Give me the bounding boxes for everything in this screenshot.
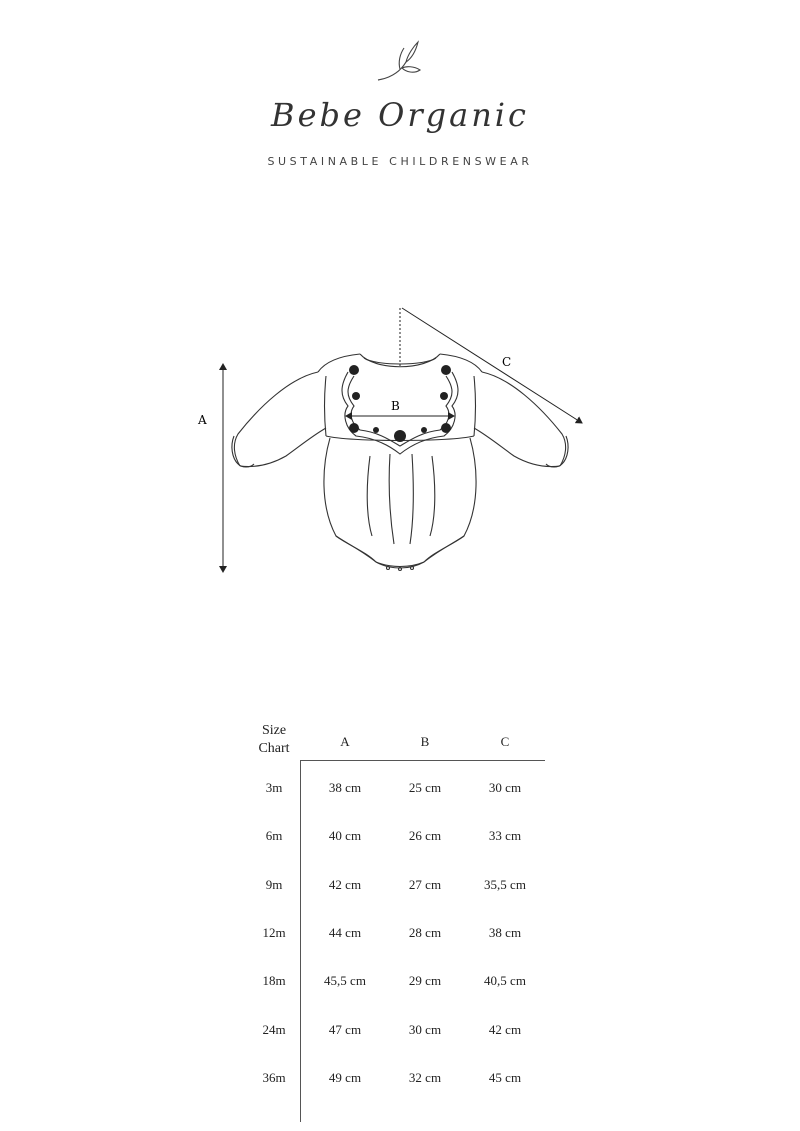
size-label-cell: 12m xyxy=(262,924,286,940)
header-divider xyxy=(300,760,545,761)
measurement-cell-a: 40 cm xyxy=(328,828,362,844)
size-label-cell: 24m xyxy=(262,1021,286,1037)
brand-name: Bebe Organic xyxy=(271,96,529,134)
measurement-cell-b: 25 cm xyxy=(408,780,442,795)
romper-outline xyxy=(232,354,568,571)
column-header-a: A xyxy=(340,734,350,749)
size-label-cell: 18m xyxy=(262,973,286,989)
measurement-cell-a: 44 cm xyxy=(328,924,362,940)
measurement-cell-c: 40,5 cm xyxy=(484,973,526,989)
leaf-logo-icon xyxy=(370,36,430,86)
romper-diagram xyxy=(190,296,610,586)
measurement-cell-a: 42 cm xyxy=(328,876,362,892)
measurement-cell-a: 47 cm xyxy=(328,1021,362,1037)
measurement-cell-b: 29 cm xyxy=(408,973,442,989)
measurement-cell-c: 38 cm xyxy=(488,924,522,940)
measurement-cell-c: 33 cm xyxy=(488,828,522,844)
measurement-cell-a: 38 cm xyxy=(328,780,362,795)
measurement-cell-c: 30 cm xyxy=(488,780,522,795)
size-label-cell: 36m xyxy=(262,1069,286,1085)
size-label-cell: 3m xyxy=(265,780,283,795)
measurement-cell-b: 27 cm xyxy=(408,876,442,892)
measurement-cell-c: 35,5 cm xyxy=(484,876,526,892)
size-label-cell: 6m xyxy=(265,828,283,844)
size-chart-table xyxy=(245,722,545,1102)
dimension-c-arrow xyxy=(402,308,582,423)
size-header-line2: Chart xyxy=(258,741,290,756)
column-header-b: B xyxy=(420,734,430,749)
measurement-cell-c: 45 cm xyxy=(488,1069,522,1085)
column-header-c: C xyxy=(500,734,510,749)
measurement-cell-b: 32 cm xyxy=(408,1069,442,1085)
size-label-cell: 9m xyxy=(265,876,283,892)
brand-tagline: SUSTAINABLE CHILDRENSWEAR xyxy=(267,155,533,168)
measurement-cell-b: 28 cm xyxy=(408,924,442,940)
measurement-cell-c: 42 cm xyxy=(488,1021,522,1037)
measurement-cell-b: 26 cm xyxy=(408,828,442,844)
measurement-cell-a: 49 cm xyxy=(328,1069,362,1085)
measurement-cell-b: 30 cm xyxy=(408,1021,442,1037)
dimension-c-label: C xyxy=(502,355,512,369)
dimension-b-label: B xyxy=(391,399,400,413)
dimension-a-label: A xyxy=(198,413,207,427)
measurement-cell-a: 45,5 cm xyxy=(324,973,366,989)
size-header-line1: Size xyxy=(261,723,287,738)
size-column-divider xyxy=(300,760,301,1122)
